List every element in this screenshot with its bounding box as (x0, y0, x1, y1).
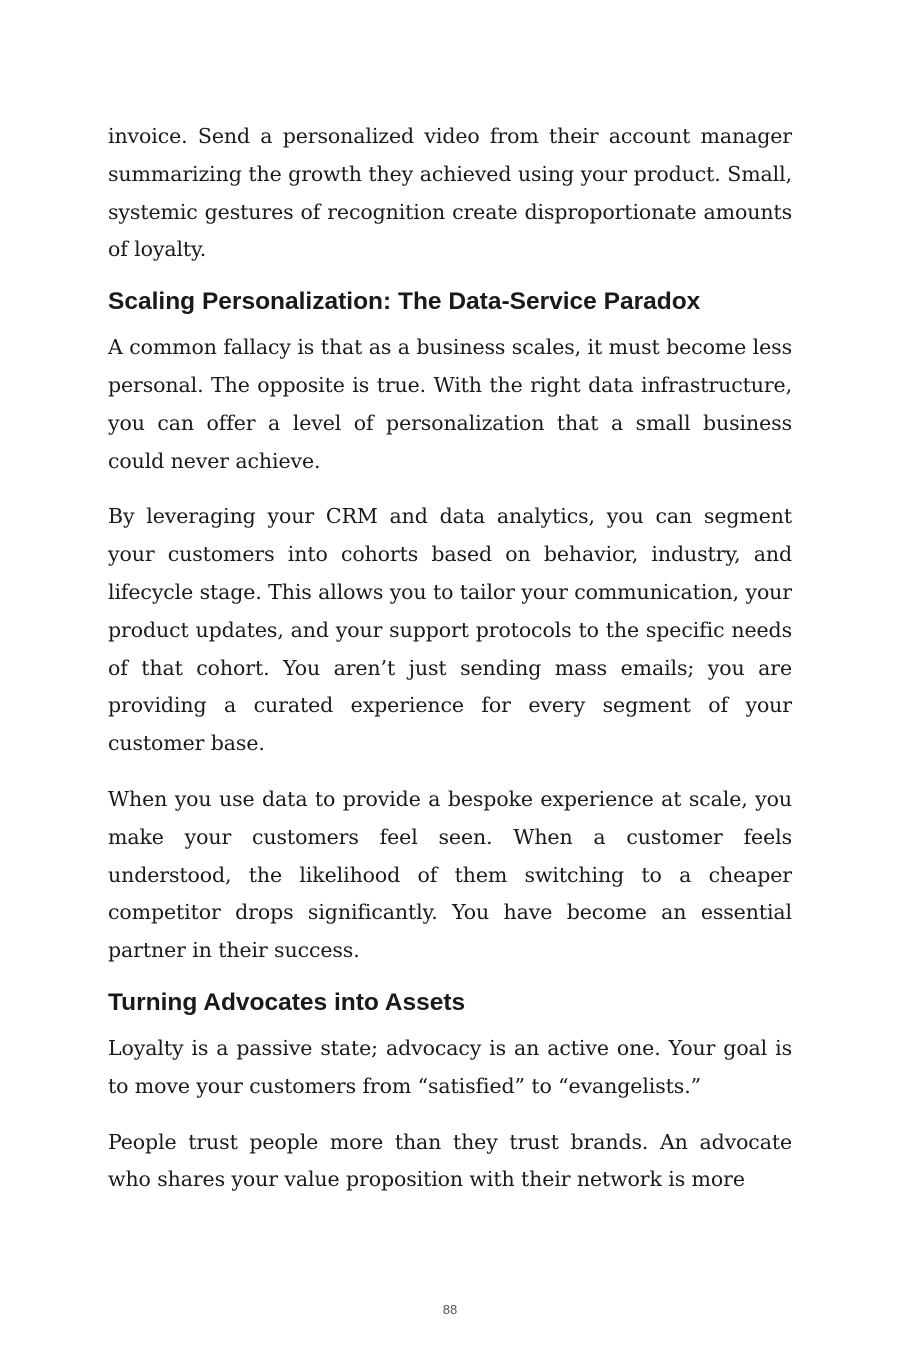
page-body (108, 118, 792, 1217)
section-heading-scaling-personalization: Scaling Personalization: The Data-Service Paradox (108, 288, 701, 316)
paragraph-loyalty-advocacy: Loyalty is a passive state; advocacy is an active one. Your goal is to move your customers from “satisfied” to “evangelists.” (108, 1035, 792, 1098)
section-heading-advocates: Turning Advocates into Assets (108, 988, 466, 1016)
paragraph-intro-continuation: invoice. Send a personalized video from their account manager summarizing the growth they achieved using your product. Small, systemic gestures of recognition create disproportionate amounts of loyalty. (108, 124, 792, 262)
paragraph-bespoke-experience: When you use data to provide a bespoke experience at scale, you make your customers feel seen. When a customer feels understood, the likelihood of them switching to a cheaper competitor drops significantly. You have become an essential partner in their success. (108, 786, 792, 963)
paragraph-common-fallacy: A common fallacy is that as a business scales, it must become less personal. The opposite is true. With the right data infrastructure, you can offer a level of personalization that a small business could never achieve. (108, 335, 792, 473)
paragraph-people-trust: People trust people more than they trust brands. An advocate who shares your value proposition with their network is more (108, 1129, 792, 1192)
paragraph-crm-segmentation: By leveraging your CRM and data analytics, you can segment your customers into cohorts based on behavior, industry, and lifecycle stage. This allows you to tailor your communication, your product updates, and your support protocols to the specific needs of that cohort. You aren’t just sending mass emails; you are providing a curated experience for every segment of your customer base. (108, 504, 792, 756)
page-number: 88 (442, 1302, 458, 1317)
